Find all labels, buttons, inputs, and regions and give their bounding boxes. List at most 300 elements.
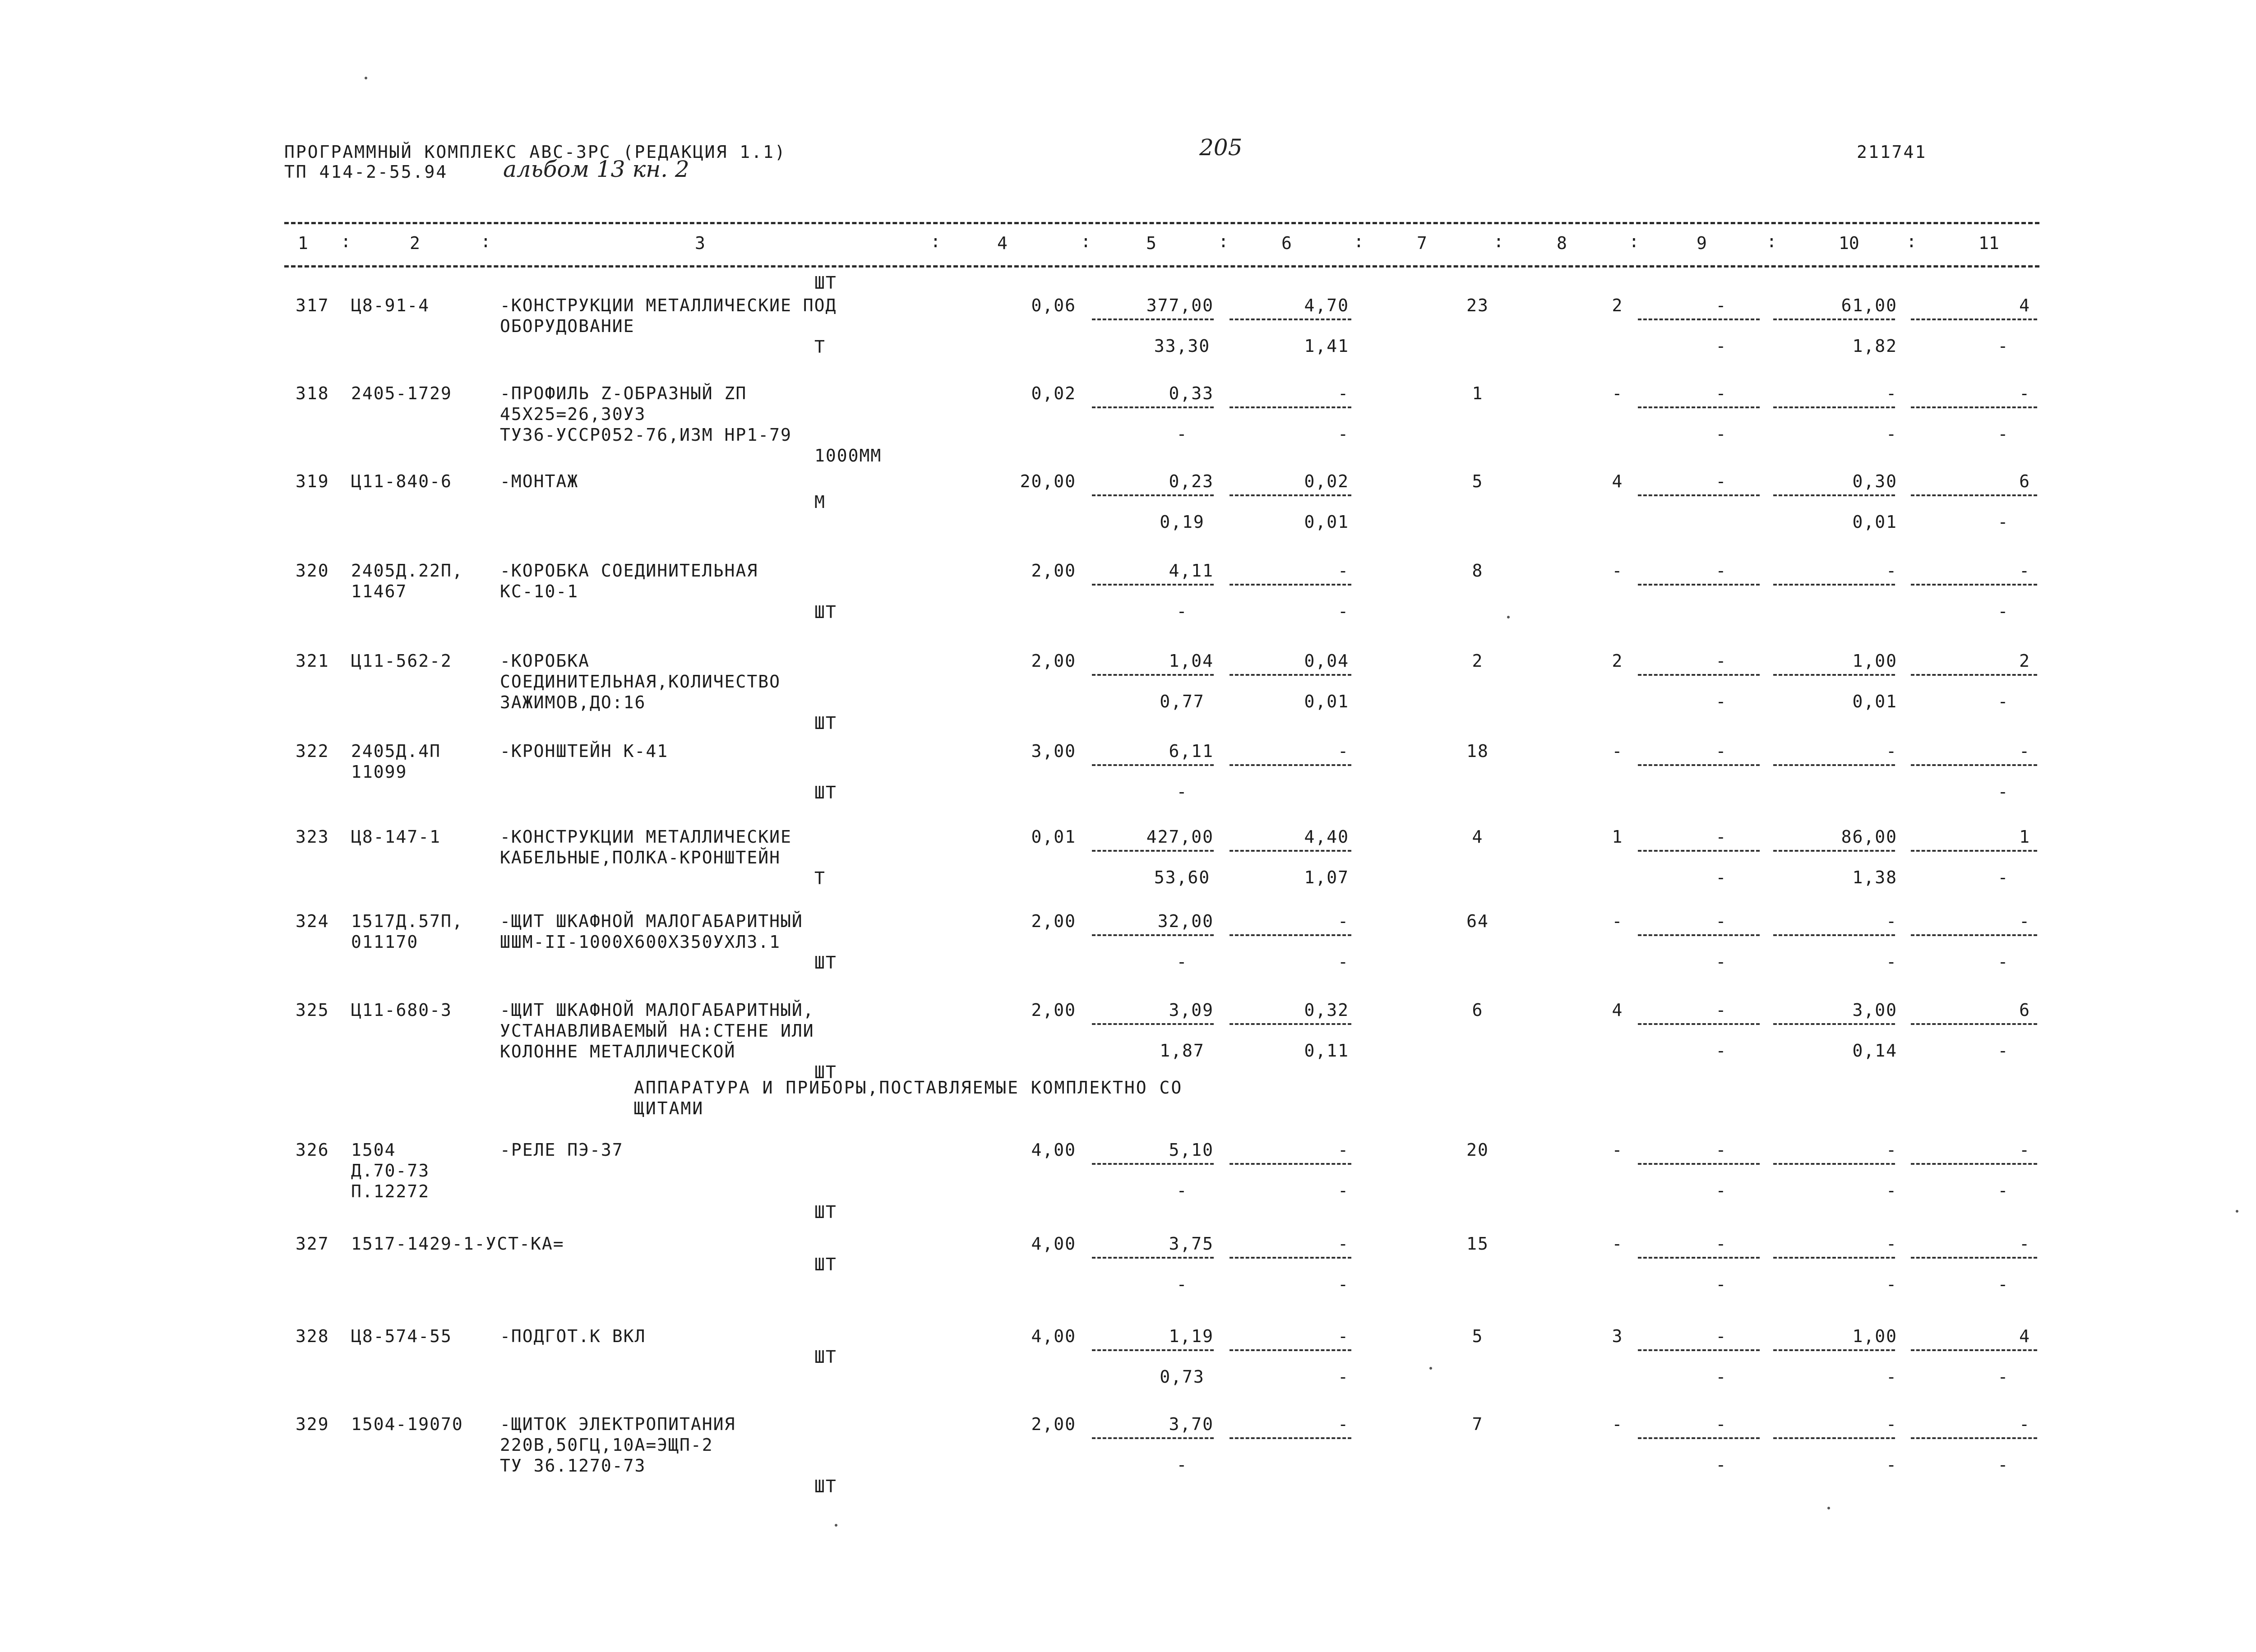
unit-cost-sub: - xyxy=(1176,782,1188,802)
table-row xyxy=(0,1324,2256,1419)
unit-wage-sub: 0,11 xyxy=(1304,1041,1349,1061)
unit-label: ШТ xyxy=(814,602,837,622)
col11-sub: - xyxy=(1997,692,2009,711)
cell-divider xyxy=(1230,934,1351,936)
unit-wage: - xyxy=(1338,383,1349,403)
col8-value: - xyxy=(1612,911,1623,931)
col11-value: - xyxy=(2019,1234,2030,1254)
col7-value: 7 xyxy=(1472,1414,1484,1434)
item-code: Ц11-680-3 xyxy=(351,1000,452,1020)
col7-value: 15 xyxy=(1466,1234,1489,1254)
cell-divider xyxy=(1638,1349,1760,1351)
col10-sub: 0,01 xyxy=(1852,692,1897,711)
cell-divider xyxy=(1638,1257,1760,1259)
col9-value: - xyxy=(1715,295,1727,315)
cell-divider xyxy=(1911,1349,2037,1351)
col10-sub: - xyxy=(1886,1367,1897,1387)
col8-value: - xyxy=(1612,1140,1623,1160)
quantity: 4,00 xyxy=(1031,1234,1076,1254)
col10-sub: - xyxy=(1886,1455,1897,1475)
unit-cost: 6,11 xyxy=(1169,741,1214,761)
program-title: ПРОГРАММНЫЙ КОМПЛЕКС АВС-3РС (РЕДАКЦИЯ 1.1) xyxy=(284,142,786,162)
col7-value: 20 xyxy=(1466,1140,1489,1160)
unit-cost-sub: - xyxy=(1176,601,1188,621)
unit-wage: - xyxy=(1338,1414,1349,1434)
quantity: 0,02 xyxy=(1031,383,1076,403)
col10-sub: - xyxy=(1886,1274,1897,1294)
item-code: 1517Д.57П, xyxy=(351,911,463,931)
col8-value: - xyxy=(1612,1414,1623,1434)
unit-wage-sub: 0,01 xyxy=(1304,692,1349,711)
col10-value: - xyxy=(1886,911,1897,931)
col9-value: - xyxy=(1715,1140,1727,1160)
col9-value: - xyxy=(1715,741,1727,761)
unit-wage: - xyxy=(1338,741,1349,761)
section-title-line1: АППАРАТУРА И ПРИБОРЫ,ПОСТАВЛЯЕМЫЕ КОМПЛЕКТНО СО xyxy=(634,1078,1183,1098)
item-description: -КОНСТРУКЦИИ МЕТАЛЛИЧЕСКИЕ ПОД xyxy=(500,295,837,315)
scan-speck xyxy=(1429,1367,1432,1370)
unit-cost: 427,00 xyxy=(1146,827,1214,847)
col7-value: 64 xyxy=(1466,911,1489,931)
col11-value: - xyxy=(2019,383,2030,403)
col11-sub: - xyxy=(1997,512,2009,532)
table-row xyxy=(0,1138,2256,1232)
cell-divider xyxy=(1911,674,2037,676)
cell-divider xyxy=(1230,764,1351,766)
item-number: 318 xyxy=(296,383,329,403)
cell-divider xyxy=(1773,318,1895,320)
col11-value: - xyxy=(2019,911,2030,931)
quantity: 2,00 xyxy=(1031,561,1076,581)
col9-value: - xyxy=(1715,561,1727,581)
cell-divider xyxy=(1230,584,1351,586)
column-separator: : xyxy=(1766,231,1777,251)
unit-label: ШТ xyxy=(814,1062,837,1082)
header-rule-bottom xyxy=(284,265,2039,268)
item-description: -РЕЛЕ ПЭ-37 xyxy=(500,1140,624,1160)
item-description: -КОРОБКА xyxy=(500,651,590,671)
quantity: 2,00 xyxy=(1031,911,1076,931)
cell-divider xyxy=(1230,318,1351,320)
table-row xyxy=(0,825,2256,919)
cell-divider xyxy=(1092,1023,1214,1025)
column-number: 10 xyxy=(1839,233,1859,253)
cell-divider xyxy=(1230,1163,1351,1165)
unit-label: ШТ xyxy=(814,953,837,973)
item-description: -ЩИТОК ЭЛЕКТРОПИТАНИЯ xyxy=(500,1414,736,1434)
col10-value: - xyxy=(1886,741,1897,761)
col11-sub: - xyxy=(1997,1181,2009,1200)
cell-divider xyxy=(1638,1163,1760,1165)
item-description: КС-10-1 xyxy=(500,581,579,601)
col9-value: - xyxy=(1715,1234,1727,1254)
unit-wage: 4,40 xyxy=(1304,827,1349,847)
handwritten-note: альбом 13 кн. 2 xyxy=(503,156,689,182)
col11-sub: - xyxy=(1997,782,2009,802)
unit-label: ШТ xyxy=(814,273,837,293)
item-description: 220В,50ГЦ,10А=ЭЩП-2 xyxy=(500,1435,713,1455)
column-number: 2 xyxy=(410,233,420,253)
item-code: 2405Д.22П, xyxy=(351,561,463,581)
cell-divider xyxy=(1911,1023,2037,1025)
quantity: 4,00 xyxy=(1031,1140,1076,1160)
col9-sub: - xyxy=(1715,1274,1727,1294)
item-description: ТУ 36.1270-73 xyxy=(500,1456,646,1476)
column-number: 11 xyxy=(1979,233,1999,253)
unit-label: ШТ xyxy=(814,1347,837,1367)
col8-value: 1 xyxy=(1612,827,1623,847)
scan-speck xyxy=(835,1524,837,1527)
item-code: Ц8-91-4 xyxy=(351,295,430,315)
col10-value: 3,00 xyxy=(1852,1000,1897,1020)
column-separator: : xyxy=(1493,231,1504,251)
col10-sub: 1,82 xyxy=(1852,336,1897,356)
col9-value: - xyxy=(1715,383,1727,403)
col7-value: 6 xyxy=(1472,1000,1484,1020)
quantity: 0,06 xyxy=(1031,295,1076,315)
unit-wage: - xyxy=(1338,1140,1349,1160)
unit-label: ШТ xyxy=(814,713,837,733)
cell-divider xyxy=(1638,674,1760,676)
cell-divider xyxy=(1092,1257,1214,1259)
cell-divider xyxy=(1773,934,1895,936)
col11-value: 1 xyxy=(2019,827,2030,847)
cell-divider xyxy=(1773,1257,1895,1259)
unit-label: Т xyxy=(814,337,826,357)
col8-value: 4 xyxy=(1612,471,1623,491)
cell-divider xyxy=(1092,850,1214,852)
col11-value: 4 xyxy=(2019,1326,2030,1346)
col9-value: - xyxy=(1715,471,1727,491)
scan-speck xyxy=(1507,616,1510,618)
col11-value: - xyxy=(2019,741,2030,761)
column-number: 4 xyxy=(997,233,1008,253)
item-number: 328 xyxy=(296,1326,329,1346)
unit-wage: 0,02 xyxy=(1304,471,1349,491)
col9-value: - xyxy=(1715,1414,1727,1434)
unit-wage: - xyxy=(1338,911,1349,931)
col7-value: 8 xyxy=(1472,561,1484,581)
col10-value: 1,00 xyxy=(1852,1326,1897,1346)
scan-speck xyxy=(1827,1507,1830,1509)
cell-divider xyxy=(1230,406,1351,408)
table-row xyxy=(0,909,2256,1004)
cell-divider xyxy=(1773,1349,1895,1351)
col11-value: - xyxy=(2019,1140,2030,1160)
cell-divider xyxy=(1773,584,1895,586)
unit-cost-sub: - xyxy=(1176,424,1188,444)
col8-value: 4 xyxy=(1612,1000,1623,1020)
cell-divider xyxy=(1638,1023,1760,1025)
quantity: 2,00 xyxy=(1031,1414,1076,1434)
col10-value: - xyxy=(1886,1140,1897,1160)
column-separator: : xyxy=(341,231,351,251)
item-code: 011170 xyxy=(351,932,419,952)
cell-divider xyxy=(1638,1437,1760,1439)
col9-sub: - xyxy=(1715,952,1727,972)
item-number: 321 xyxy=(296,651,329,671)
item-description: УСТАНАВЛИВАЕМЫЙ НА:СТЕНЕ ИЛИ xyxy=(500,1021,814,1041)
col9-sub: - xyxy=(1715,692,1727,711)
col9-value: - xyxy=(1715,1326,1727,1346)
unit-cost: 3,70 xyxy=(1169,1414,1214,1434)
cell-divider xyxy=(1773,1023,1895,1025)
cell-divider xyxy=(1911,1257,2037,1259)
col10-sub: 1,38 xyxy=(1852,868,1897,887)
unit-cost-sub: - xyxy=(1176,1455,1188,1475)
cell-divider xyxy=(1230,494,1351,496)
unit-label: ШТ xyxy=(814,783,837,803)
col10-value: 1,00 xyxy=(1852,651,1897,671)
cell-divider xyxy=(1638,584,1760,586)
project-code: ТП 414-2-55.94 xyxy=(284,162,448,182)
col7-value: 5 xyxy=(1472,471,1484,491)
cell-divider xyxy=(1773,1163,1895,1165)
cell-divider xyxy=(1911,1437,2037,1439)
cell-divider xyxy=(1092,674,1214,676)
col11-value: - xyxy=(2019,1414,2030,1434)
column-number: 7 xyxy=(1417,233,1427,253)
table-row xyxy=(0,469,2256,564)
col8-value: - xyxy=(1612,561,1623,581)
unit-cost: 1,04 xyxy=(1169,651,1214,671)
unit-label: Т xyxy=(814,868,826,888)
item-description: -КОНСТРУКЦИИ МЕТАЛЛИЧЕСКИЕ xyxy=(500,827,792,847)
item-number: 322 xyxy=(296,741,329,761)
page-number: 205 xyxy=(1199,134,1243,161)
cell-divider xyxy=(1773,406,1895,408)
unit-wage: - xyxy=(1338,1234,1349,1254)
item-description: -МОНТАЖ xyxy=(500,471,579,491)
col11-sub: - xyxy=(1997,1274,2009,1294)
col10-sub: - xyxy=(1886,424,1897,444)
item-description: -КРОНШТЕЙН К-41 xyxy=(500,741,669,761)
col8-value: - xyxy=(1612,1234,1623,1254)
col11-sub: - xyxy=(1997,424,2009,444)
column-separator: : xyxy=(1081,231,1091,251)
cell-divider xyxy=(1911,318,2037,320)
unit-wage: - xyxy=(1338,1326,1349,1346)
col9-sub: - xyxy=(1715,1181,1727,1200)
item-description: -ЩИТ ШКАФНОЙ МАЛОГАБАРИТНЫЙ, xyxy=(500,1000,814,1020)
unit-wage: 4,70 xyxy=(1304,295,1349,315)
item-description: ЗАЖИМОВ,ДО:16 xyxy=(500,692,646,712)
col11-value: 6 xyxy=(2019,1000,2030,1020)
unit-cost: 0,33 xyxy=(1169,383,1214,403)
cell-divider xyxy=(1092,1163,1214,1165)
column-separator: : xyxy=(1354,231,1364,251)
unit-cost-sub: 0,77 xyxy=(1160,692,1205,711)
col10-value: - xyxy=(1886,1234,1897,1254)
cell-divider xyxy=(1638,764,1760,766)
cell-divider xyxy=(1092,1349,1214,1351)
col8-value: - xyxy=(1612,383,1623,403)
col7-value: 2 xyxy=(1472,651,1484,671)
col9-value: - xyxy=(1715,827,1727,847)
unit-wage: 0,32 xyxy=(1304,1000,1349,1020)
col10-sub: 0,14 xyxy=(1852,1041,1897,1061)
cell-divider xyxy=(1092,1437,1214,1439)
col9-sub: - xyxy=(1715,868,1727,887)
unit-cost-sub: - xyxy=(1176,952,1188,972)
cell-divider xyxy=(1773,674,1895,676)
unit-wage-sub: - xyxy=(1338,424,1349,444)
unit-cost-sub: 53,60 xyxy=(1154,868,1211,887)
document-number: 211741 xyxy=(1857,142,1927,162)
col9-sub: - xyxy=(1715,1455,1727,1475)
col7-value: 5 xyxy=(1472,1326,1484,1346)
item-code: Ц11-840-6 xyxy=(351,471,452,491)
col7-value: 4 xyxy=(1472,827,1484,847)
item-description: СОЕДИНИТЕЛЬНАЯ,КОЛИЧЕСТВО xyxy=(500,672,781,692)
unit-cost: 5,10 xyxy=(1169,1140,1214,1160)
col10-value: - xyxy=(1886,561,1897,581)
col8-value: 3 xyxy=(1612,1326,1623,1346)
item-code: 2405Д.4П xyxy=(351,741,441,761)
item-number: 317 xyxy=(296,295,329,315)
column-number: 3 xyxy=(695,233,705,253)
unit-label: М xyxy=(814,492,826,512)
col10-value: - xyxy=(1886,383,1897,403)
column-separator: : xyxy=(1906,231,1917,251)
unit-wage-sub: - xyxy=(1338,1274,1349,1294)
quantity: 20,00 xyxy=(1020,471,1076,491)
col11-sub: - xyxy=(1997,601,2009,621)
col10-value: 86,00 xyxy=(1841,827,1897,847)
item-code: 1517-1429-1-УСТ-КА= xyxy=(351,1234,564,1254)
scan-speck xyxy=(2236,1210,2238,1213)
unit-wage-sub: - xyxy=(1338,1367,1349,1387)
cell-divider xyxy=(1638,934,1760,936)
item-number: 323 xyxy=(296,827,329,847)
cell-divider xyxy=(1911,406,2037,408)
cell-divider xyxy=(1092,406,1214,408)
item-code: 1504-19070 xyxy=(351,1414,463,1434)
col10-value: - xyxy=(1886,1414,1897,1434)
cell-divider xyxy=(1092,318,1214,320)
col8-value: 2 xyxy=(1612,651,1623,671)
item-number: 329 xyxy=(296,1414,329,1434)
cell-divider xyxy=(1092,934,1214,936)
unit-wage: 0,04 xyxy=(1304,651,1349,671)
item-code: Д.70-73 xyxy=(351,1161,430,1181)
item-number: 326 xyxy=(296,1140,329,1160)
table-row xyxy=(0,273,2256,388)
table-row xyxy=(0,1232,2256,1326)
quantity: 2,00 xyxy=(1031,651,1076,671)
quantity: 2,00 xyxy=(1031,1000,1076,1020)
unit-cost: 377,00 xyxy=(1146,295,1214,315)
unit-cost-sub: 1,87 xyxy=(1160,1041,1205,1061)
column-number: 9 xyxy=(1697,233,1707,253)
unit-wage-sub: - xyxy=(1338,601,1349,621)
table-row xyxy=(0,558,2256,653)
cell-divider xyxy=(1092,584,1214,586)
column-separator: : xyxy=(481,231,491,251)
item-number: 324 xyxy=(296,911,329,931)
col11-sub: - xyxy=(1997,868,2009,887)
cell-divider xyxy=(1230,850,1351,852)
column-number: 6 xyxy=(1281,233,1292,253)
item-description: КАБЕЛЬНЫЕ,ПОЛКА-КРОНШТЕЙН xyxy=(500,848,781,868)
cell-divider xyxy=(1230,1257,1351,1259)
col11-sub: - xyxy=(1997,1455,2009,1475)
col10-value: 0,30 xyxy=(1852,471,1897,491)
unit-cost-sub: 0,19 xyxy=(1160,512,1205,532)
cell-divider xyxy=(1092,764,1214,766)
cell-divider xyxy=(1638,494,1760,496)
item-description: 45X25=26,30У3 xyxy=(500,404,646,424)
cell-divider xyxy=(1230,674,1351,676)
unit-wage-sub: 0,01 xyxy=(1304,512,1349,532)
cell-divider xyxy=(1911,850,2037,852)
item-code: Ц8-147-1 xyxy=(351,827,441,847)
col11-value: 6 xyxy=(2019,471,2030,491)
col11-value: 4 xyxy=(2019,295,2030,315)
unit-cost-sub: - xyxy=(1176,1181,1188,1200)
unit-wage-sub: 1,41 xyxy=(1304,336,1349,356)
item-description: -ПОДГОТ.К ВКЛ xyxy=(500,1326,646,1346)
item-description: -ЩИТ ШКАФНОЙ МАЛОГАБАРИТНЫЙ xyxy=(500,911,803,931)
item-code: 2405-1729 xyxy=(351,383,452,403)
unit-label: ШТ xyxy=(814,1477,837,1496)
unit-cost: 0,23 xyxy=(1169,471,1214,491)
unit-wage-sub: 1,07 xyxy=(1304,868,1349,887)
col11-sub: - xyxy=(1997,336,2009,356)
unit-label: ШТ xyxy=(814,1255,837,1274)
section-title-line2: ЩИТАМИ xyxy=(634,1098,704,1118)
unit-wage-sub: - xyxy=(1338,952,1349,972)
cell-divider xyxy=(1911,934,2037,936)
item-description: -ПРОФИЛЬ Z-ОБРАЗНЫЙ ZП xyxy=(500,383,747,403)
item-code: Ц11-562-2 xyxy=(351,651,452,671)
header-rule-top xyxy=(284,222,2039,224)
table-row xyxy=(0,1412,2256,1507)
cell-divider xyxy=(1911,764,2037,766)
col11-value: - xyxy=(2019,561,2030,581)
column-number: 8 xyxy=(1557,233,1567,253)
cell-divider xyxy=(1230,1437,1351,1439)
col10-value: 61,00 xyxy=(1841,295,1897,315)
item-code: П.12272 xyxy=(351,1181,430,1201)
cell-divider xyxy=(1638,850,1760,852)
cell-divider xyxy=(1911,584,2037,586)
unit-wage-sub: - xyxy=(1338,1181,1349,1200)
column-number: 1 xyxy=(298,233,308,253)
item-number: 319 xyxy=(296,471,329,491)
col11-value: 2 xyxy=(2019,651,2030,671)
table-row xyxy=(0,381,2256,476)
col9-sub: - xyxy=(1715,1041,1727,1061)
unit-cost: 3,75 xyxy=(1169,1234,1214,1254)
item-number: 325 xyxy=(296,1000,329,1020)
unit-wage: - xyxy=(1338,561,1349,581)
cell-divider xyxy=(1911,494,2037,496)
quantity: 0,01 xyxy=(1031,827,1076,847)
unit-cost: 1,19 xyxy=(1169,1326,1214,1346)
cell-divider xyxy=(1230,1023,1351,1025)
col7-value: 23 xyxy=(1466,295,1489,315)
cell-divider xyxy=(1638,406,1760,408)
cell-divider xyxy=(1773,494,1895,496)
cell-divider xyxy=(1773,850,1895,852)
unit-cost: 3,09 xyxy=(1169,1000,1214,1020)
cell-divider xyxy=(1773,1437,1895,1439)
unit-cost-sub: 33,30 xyxy=(1154,336,1211,356)
cell-divider xyxy=(1638,318,1760,320)
col9-sub: - xyxy=(1715,1367,1727,1387)
item-code: 11467 xyxy=(351,581,407,601)
